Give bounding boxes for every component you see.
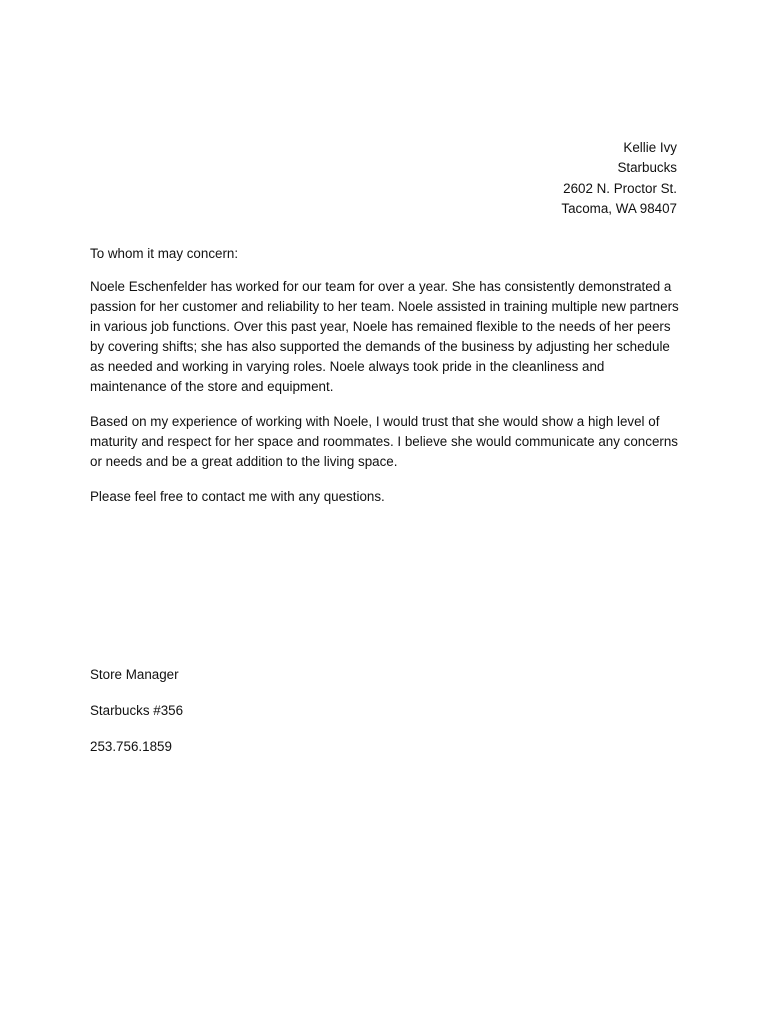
letter-body	[90, 244, 680, 522]
letter-paragraph: Based on my experience of working with Noele, I would trust that she would show a high level of maturity and respect for her space and roommates. I believe she would communicate any concerns or needs and be a great addition to the living space.	[90, 414, 678, 469]
signer-phone: 253.756.1859	[90, 739, 172, 754]
letter-closing-line: Please feel free to contact me with any questions.	[90, 489, 385, 504]
sender-city-state-zip: Tacoma, WA 98407	[561, 200, 677, 216]
letter-paragraph: Noele Eschenfelder has worked for our team for over a year. She has consistently demonstrated a passion for her customer and reliability to her team. Noele assisted in training multiple new partners in various job functions. Over this past year, Noele has remained flexible to the needs of her peers by covering shifts; she has also supported the demands of the business by adjusting her schedule as needed and working in varying roles. Noele always took pride in the cleanliness and maintenance of the store and equipment.	[90, 279, 679, 394]
signer-title: Store Manager	[90, 667, 179, 682]
signature-block	[90, 665, 183, 773]
signer-store: Starbucks #356	[90, 703, 184, 718]
sender-address-block	[561, 138, 677, 219]
sender-street: 2602 N. Proctor St.	[563, 180, 677, 196]
letter-greeting: To whom it may concern:	[90, 246, 239, 261]
sender-company: Starbucks	[617, 160, 677, 176]
sender-name: Kellie Ivy	[623, 140, 677, 155]
